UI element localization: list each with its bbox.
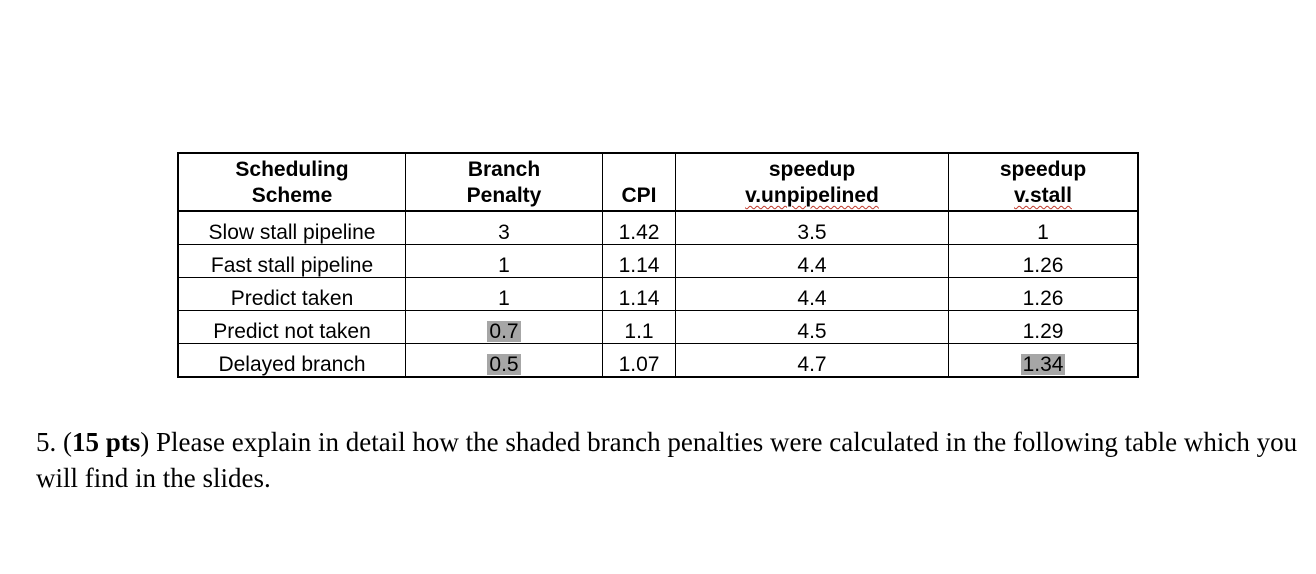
cell-cpi: 1.14 (603, 278, 676, 311)
table-row (178, 211, 1138, 245)
question-points: 15 pts (72, 427, 141, 457)
cell-speedup-stall: 1.26 (949, 245, 1139, 278)
cell-penalty: 3 (406, 211, 603, 245)
header-branch-penalty (406, 153, 603, 211)
header-line: Scheme (251, 184, 333, 207)
cell-speedup-unpipelined: 4.4 (676, 245, 949, 278)
cell-speedup-stall: 1.26 (949, 278, 1139, 311)
header-line: Penalty (466, 184, 542, 207)
cell-scheme: Fast stall pipeline (178, 245, 406, 278)
cell-speedup-stall: 1.29 (949, 311, 1139, 344)
cell-penalty: 1 (406, 245, 603, 278)
cell-speedup-stall (949, 344, 1139, 378)
table-header-row (178, 153, 1138, 211)
header-speedup-stall (949, 153, 1139, 211)
header-speedup-unpipelined (676, 153, 949, 211)
header-line: Scheduling (235, 158, 349, 181)
cell-speedup-stall: 1 (949, 211, 1139, 245)
header-line: CPI (621, 184, 657, 207)
header-line: speedup (768, 158, 856, 181)
header-line: v.stall (1014, 184, 1072, 207)
shaded-penalty: 0.5 (489, 353, 519, 376)
header-scheduling-scheme (178, 153, 406, 211)
question-number: 5. ( (36, 427, 72, 457)
cell-speedup-unpipelined: 4.5 (676, 311, 949, 344)
question-body: ) Please explain in detail how the shaded branch penalties were calculated in the following table which you will find in the slides. (36, 427, 1298, 493)
table-row (178, 311, 1138, 344)
cell-penalty (406, 344, 603, 378)
cell-speedup-unpipelined: 4.7 (676, 344, 949, 378)
table-row (178, 245, 1138, 278)
shaded-penalty: 0.7 (489, 320, 519, 343)
header-line: v.unpipelined (745, 184, 879, 207)
shaded-speedup: 1.34 (1022, 353, 1064, 376)
cell-cpi: 1.42 (603, 211, 676, 245)
branch-scheduling-table (177, 152, 1139, 378)
cell-scheme: Predict taken (178, 278, 406, 311)
header-line: speedup (999, 158, 1087, 181)
cell-cpi: 1.14 (603, 245, 676, 278)
cell-cpi: 1.1 (603, 311, 676, 344)
cell-speedup-unpipelined: 4.4 (676, 278, 949, 311)
cell-scheme: Predict not taken (178, 311, 406, 344)
cell-penalty (406, 311, 603, 344)
table-row (178, 278, 1138, 311)
question-text (36, 424, 1306, 496)
cell-scheme: Slow stall pipeline (178, 211, 406, 245)
header-cpi (603, 153, 676, 211)
cell-cpi: 1.07 (603, 344, 676, 378)
cell-penalty: 1 (406, 278, 603, 311)
table-row (178, 344, 1138, 378)
cell-scheme: Delayed branch (178, 344, 406, 378)
cell-speedup-unpipelined: 3.5 (676, 211, 949, 245)
header-line: Branch (467, 158, 541, 181)
